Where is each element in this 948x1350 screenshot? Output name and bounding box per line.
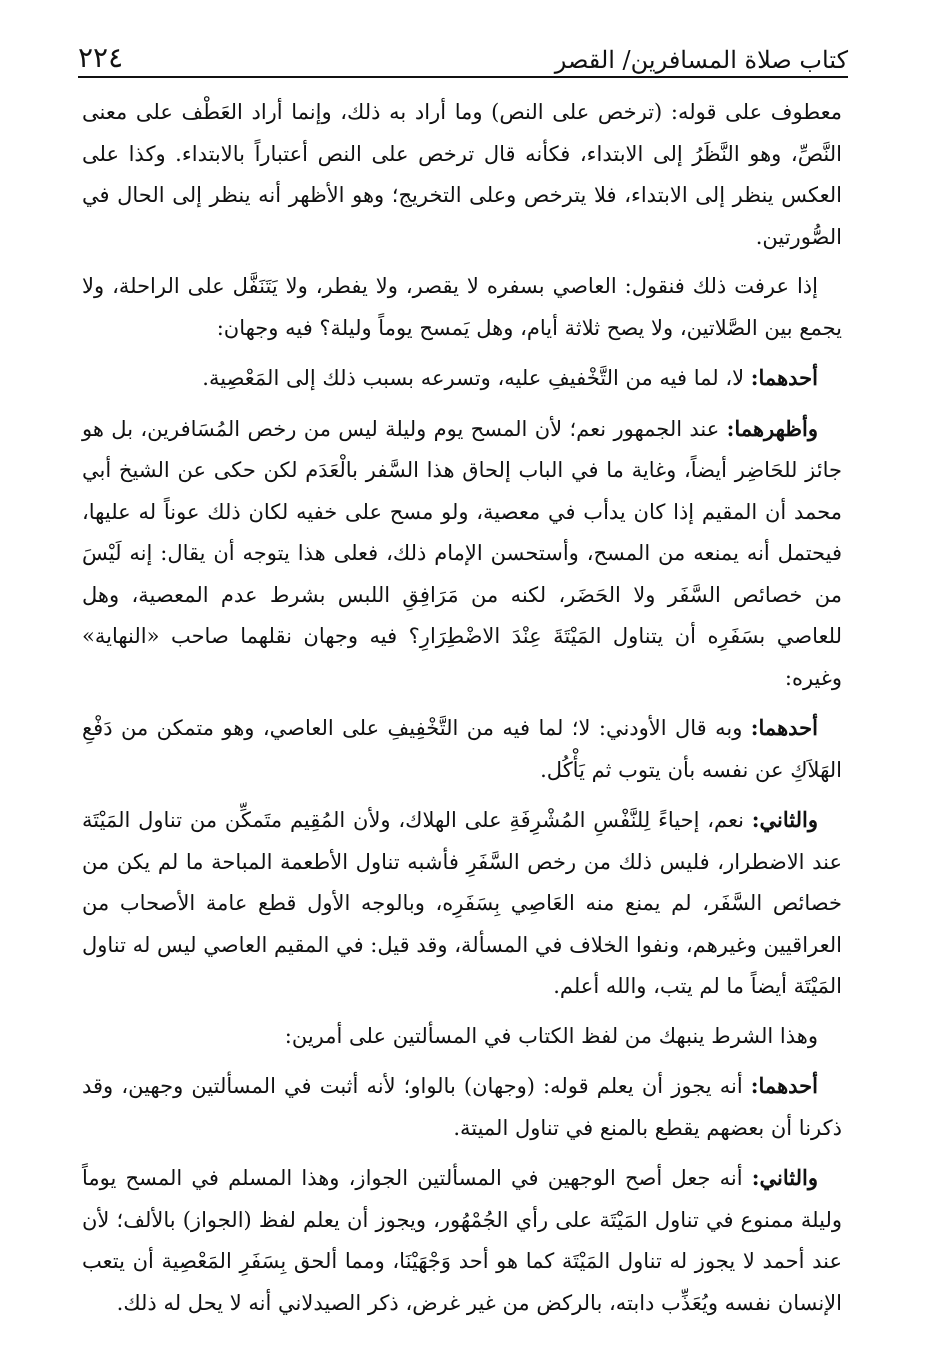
paragraph-text: أنه جعل أصح الوجهين في المسألتين الجواز، وهذا المسلم في المسح يوماً وليلة ممنوع في تناول المَيْتَة على رأي الجُمْهُور، ويجوز أن يعلم لفظ (الجواز) بالألف؛ لأن عند أحمد لا يجوز له تناول المَيْتَة كما هو أحد وَجْهَيْنَا، ومما ألحق بِسَفَرِ المَعْصِية أن يتعب الإنسان نفسه ويُعَذِّب دابته، بالركض من غير غرض، ذكر الصيدلاني أنه لا يحل له ذلك. <box>82 1166 842 1315</box>
paragraph-text: معطوف على قوله: (ترخص على النص) وما أراد به ذلك، وإنما أراد العَطْف على معنى النَّصِّ، وهو النَّظَرُ إلى الابتداء، فكأنه قال ترخص على النص أعتباراً بالابتداء. وكذا على العكس ينظر إلى الابتداء، فلا يترخص وعلى التخريج؛ وهو الأظهر أنه ينظر إلى الحال في الصُّورتين. <box>82 100 842 249</box>
paragraph <box>82 799 842 1008</box>
header-rule <box>78 76 848 78</box>
paragraph-lead: أحدهما: <box>750 715 818 740</box>
paragraph <box>82 1157 842 1324</box>
paragraph <box>82 1065 842 1149</box>
paragraph-text: نعم، إحياءً لِلنَّفْسِ المُشْرِفَةِ على الهلاك، ولأن المُقِيم متَمكِّن من تناول المَيْتَة عند الاضطرار، فليس ذلك من رخص السَّفَرِ فأشبه تناول الأطعمة المباحة ما لم يكن من خصائص السَّفَر، لم يمنع منه العَاصِي بِسَفَرِه، وبالوجه الأول قطع عامة الأصحاب من العراقيين وغيرهم، ونفوا الخلاف في المسألة، وقد قيل: في المقيم العاصي ليس له تناول المَيْتَة أيضاً ما لم يتب، والله أعلم. <box>82 808 842 998</box>
paragraph-lead: والثاني: <box>751 807 818 832</box>
paragraph-text: لا، لما فيه من التَّخْفيفِ عليه، وتسرعه بسبب ذلك إلى المَعْصِية. <box>202 366 751 390</box>
paragraph <box>82 92 842 258</box>
paragraph-text: إذا عرفت ذلك فنقول: العاصي بسفره لا يقصر، ولا يفطر، ولا يَتَنَفَّل على الراحلة، ولا يجمع بين الصَّلاتين، ولا يصح ثلاثة أيام، وهل يَمسح يوماً وليلة؟ فيه وجهان: <box>82 274 842 340</box>
paragraph <box>82 357 842 400</box>
paragraph-text: وبه قال الأودني: لا؛ لما فيه من التَّخْفِيفِ على العاصي، وهو متمكن من دَفْعِ الهَلاَكِ عن نفسه بأن يتوب ثم يَأْكُل. <box>82 716 842 782</box>
page-header <box>78 30 848 74</box>
paragraph <box>82 266 842 349</box>
paragraph-text: وهذا الشرط ينبهك من لفظ الكتاب في المسألتين على أمرين: <box>284 1023 818 1048</box>
paragraph-text: عند الجمهور نعم؛ لأن المسح يوم وليلة ليس من رخص المُسَافرين، بل هو جائز للحَاضِر أيضاً، وغاية ما في الباب إلحاق هذا السَّفر بالْعَدَم لكن حكى عن الشيخ أبي محمد أن المقيم إذا كان يدأب في معصية، ولو مسح على خفيه لكان ذلك عوناً له عليها، فيحتمل أنه يمنعه من المسح، وأستحسن الإمام ذلك، فعلى هذا يتوجه أن يقال: إنه لَيْسَ من خصائص السَّفَر ولا الحَضَر، لكنه من مَرَافِقِ اللبس بشرط عدم المعصية، وهل للعاصي بسَفَرِه أن يتناول المَيْتَةَ عِنْدَ الاضْطِرَارِ؟ فيه وجهان نقلهما صاحب «النهاية» وغيره: <box>82 416 842 690</box>
paragraph-lead: وأظهرهما: <box>726 415 818 441</box>
paragraph-lead: أحدهما: <box>750 365 818 390</box>
paragraph-lead: أحدهما: <box>750 1073 818 1098</box>
page-number: ٢٢٤ <box>78 41 124 74</box>
body-text <box>82 92 842 1332</box>
paragraph <box>82 707 842 791</box>
paragraph-lead: والثاني: <box>751 1165 818 1190</box>
paragraph <box>82 408 842 700</box>
paragraph <box>82 1016 842 1058</box>
running-title: كتاب صلاة المسافرين/ القصر <box>554 46 848 74</box>
paragraph-text: أنه يجوز أن يعلم قوله: (وجهان) بالواو؛ لأنه أثبت في المسألتين وجهين، وقد ذكرنا أن بعضهم يقطع بالمنع في تناول الميتة. <box>82 1074 842 1140</box>
